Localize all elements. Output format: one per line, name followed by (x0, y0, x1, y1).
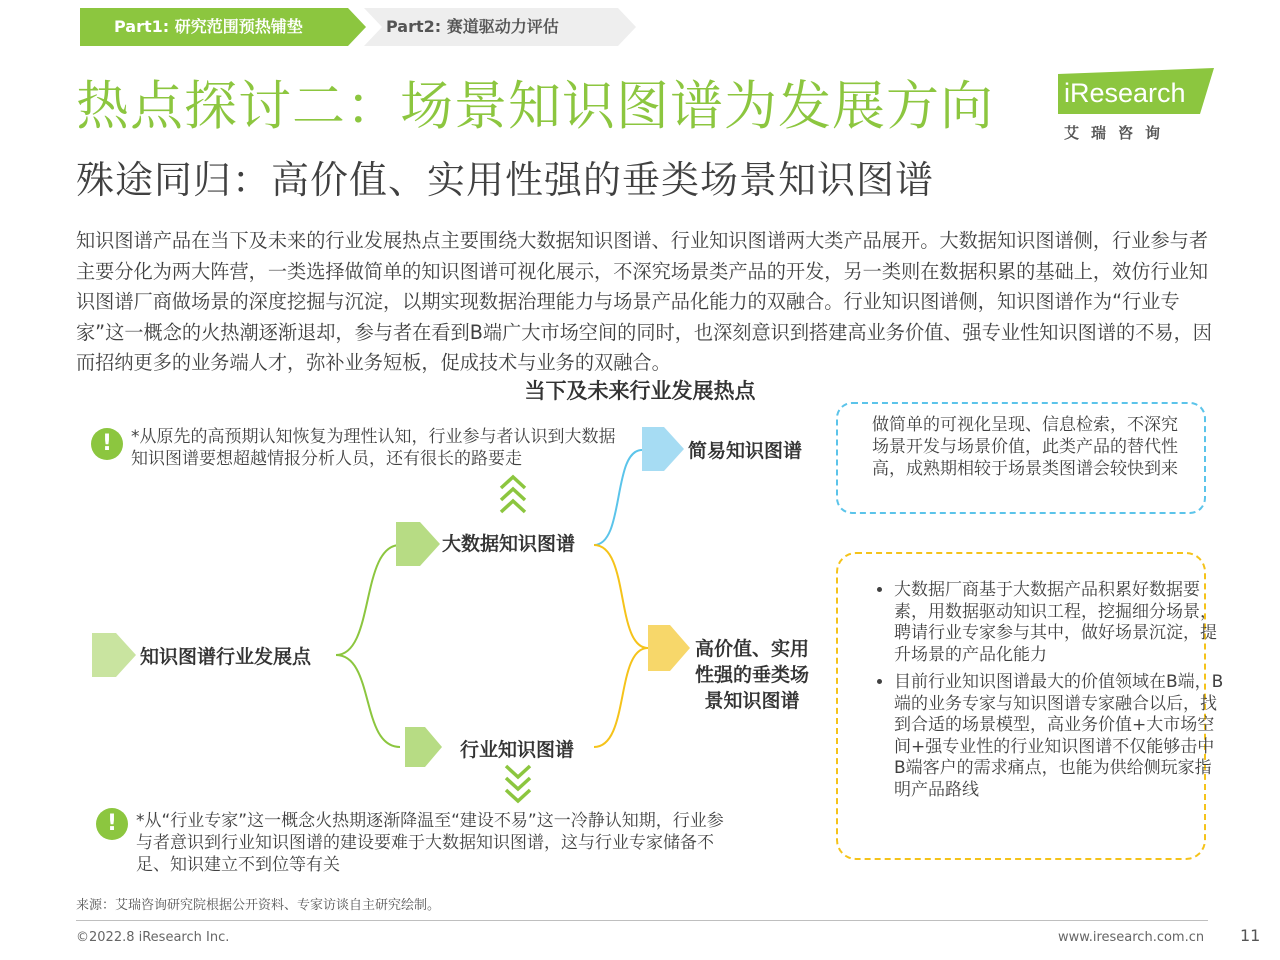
bigdata-marker (396, 522, 440, 566)
node-vertical-line2: 性强的垂类场 (694, 664, 809, 686)
simple-marker (642, 427, 684, 471)
vertical-description-list (852, 580, 1224, 807)
copyright: ©2022.8 iResearch Inc. (76, 930, 230, 945)
root-marker (92, 633, 136, 677)
diagram-heading: 当下及未来行业发展热点 (524, 379, 756, 403)
industry-marker (405, 727, 442, 767)
node-vertical (686, 636, 818, 714)
chevron-down-icon (506, 766, 530, 801)
logo-text: iResearch (1064, 78, 1186, 108)
node-vertical-line3: 景知识图谱 (704, 690, 800, 712)
list-item: • 大数据厂商基于大数据产品积累好数据要素，用数据驱动知识工程，挖掘细分场景，聘请行业专家参与其中，做好场景沉淀，提升场景的产品化能力 (894, 580, 1224, 666)
page-title: 热点探讨二：场景知识图谱为发展方向 (76, 76, 994, 137)
note-top: *从原先的高预期认知恢复为理性认知，行业参与者认识到大数据知识图谱要想超越情报分析人员，还有很长的路要走 (131, 427, 616, 469)
footer-divider (76, 920, 1208, 921)
node-vertical-line1: 高价值、实用 (694, 638, 809, 660)
tab-part2[interactable]: Part2: 赛道驱动力评估 (386, 17, 559, 36)
node-bigdata: 大数据知识图谱 (442, 533, 576, 555)
source-note: 来源：艾瑞咨询研究院根据公开资料、专家访谈自主研究绘制。 (76, 898, 441, 913)
page-subtitle: 殊途同归：高价值、实用性强的垂类场景知识图谱 (76, 158, 935, 202)
page-number: 11 (1240, 926, 1261, 945)
intro-paragraph: 知识图谱产品在当下及未来的行业发展热点主要围绕大数据知识图谱、行业知识图谱两大类产品展开。大数据知识图谱侧，行业参与者主要分化为两大阵营，一类选择做简单的知识图谱可视化展示，不深究场景类产品的开发，另一类则在数据积累的基础上，效仿行业知识图谱厂商做场景的深度挖掘与沉淀，以期实现数据治理能力与场景产品化能力的双融合。行业知识图谱侧，知识图谱作为“行业专家”这一概念的火热潮逐渐退却，参与者在看到B端广大市场空间的同时，也深刻意识到搭建高业务价值、强专业性知识图谱的不易，因而招纳更多的业务端人才，弥补业务短板，促成技术与业务的双融合。 (76, 229, 1212, 374)
website-link[interactable]: www.iresearch.com.cn (1058, 930, 1205, 945)
simple-description-box (836, 402, 1206, 514)
exclamation-icon: ! (96, 808, 128, 840)
connector-root-bigdata (336, 545, 400, 655)
chevron-up-icon (501, 477, 525, 512)
exclamation-icon: ! (91, 428, 123, 460)
node-simple: 简易知识图谱 (688, 440, 803, 462)
tab-part1[interactable]: Part1: 研究范围预热铺垫 (114, 17, 303, 36)
node-root: 知识图谱行业发展点 (140, 646, 312, 668)
simple-description-text: 做简单的可视化呈现、信息检索，不深究场景开发与场景价值，此类产品的替代性高，成熟期相较于场景类图谱会较快到来 (872, 415, 1178, 479)
connector-industry-vertical (594, 648, 648, 747)
logo-subtitle: 艾瑞咨询 (1064, 124, 1173, 142)
vertical-marker (648, 625, 690, 671)
vertical-description-box (836, 552, 1224, 860)
list-item: • 目前行业知识图谱最大的价值领域在B端，B端的业务专家与知识图谱专家融合以后，找到合适的场景模型，高业务价值+大市场空间+强专业性的行业知识图谱不仅能够击中B端客户的需求痛点，也能为供给侧玩家指明产品路线 (894, 672, 1224, 801)
connector-root-industry (336, 655, 400, 747)
connector-bigdata-vertical (594, 545, 648, 648)
note-bottom: *从“行业专家”这一概念火热期逐渐降温至“建设不易”这一冷静认知期，行业参与者意识到行业知识图谱的建设要难于大数据知识图谱，这与行业专家储备不足、知识建立不到位等有关 (136, 811, 724, 875)
node-industry: 行业知识图谱 (460, 739, 575, 761)
